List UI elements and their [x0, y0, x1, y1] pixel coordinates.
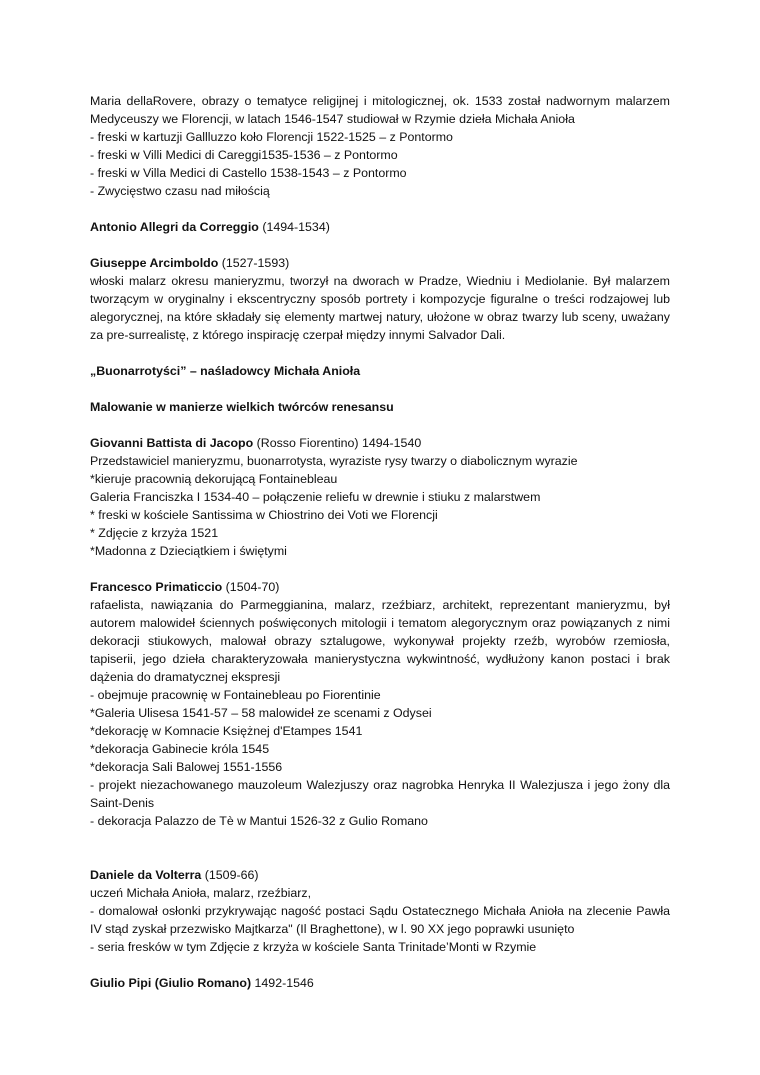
primaticcio-name: Francesco Primaticcio	[90, 580, 223, 594]
primaticcio-project: - projekt niezachowanego mauzoleum Walezjuszy oraz nagrobka Henryka II Walezjusza i jego żony dla Saint-Denis	[90, 778, 670, 810]
primaticcio-line: *dekoracja Sali Balowej 1551-1556	[90, 760, 283, 774]
primaticcio-dates: (1504-70)	[222, 580, 280, 594]
intro-item: - freski w Villa Medici di Castello 1538-1543 – z Pontormo	[90, 166, 407, 180]
volterra-dates: (1509-66)	[201, 868, 259, 882]
malowanie-heading	[90, 398, 670, 416]
rosso-line: Galeria Franciszka I 1534-40 – połączenie reliefu w drewnie i stiuku z malarstwem	[90, 490, 541, 504]
volterra-paragraph: - domalował osłonki przykrywając nagość postaci Sądu Ostatecznego Michała Anioła na zlecenie Pawła IV stąd zyskał przezwisko Majtkarza" (Il Braghettone), w l. 90 XX jego poprawki usunięto	[90, 904, 670, 936]
rosso-dates: (Rosso Fiorentino) 1494-1540	[253, 436, 422, 450]
intro-paragraph: Maria dellaRovere, obrazy o tematyce religijnej i mitologicznej, ok. 1533 został nadwornym malarzem Medyceuszy we Florencji, w latach 1546-1547 studiował w Rzymie dzieła Michała Anioła	[90, 94, 670, 126]
correggio-heading	[90, 218, 670, 236]
rosso-line: * freski w kościele Santissima w Chiostrino dei Voti we Florencji	[90, 508, 438, 522]
arcimboldo-name: Giuseppe Arcimboldo	[90, 256, 219, 270]
rosso-line: *Madonna z Dzieciątkiem i świętymi	[90, 544, 287, 558]
volterra-heading	[90, 866, 670, 884]
rosso-heading	[90, 434, 670, 452]
buonarrotysci-heading	[90, 362, 670, 380]
primaticcio-line: *Galeria Ulisesa 1541-57 – 58 malowideł ze scenami z Odysei	[90, 706, 432, 720]
primaticcio-line: *dekoracja Gabinecie króla 1545	[90, 742, 270, 756]
primaticcio-last: - dekoracja Palazzo de Tè w Mantui 1526-32 z Gulio Romano	[90, 814, 428, 828]
rosso-name: Giovanni Battista di Jacopo	[90, 436, 254, 450]
arcimboldo-heading	[90, 254, 670, 272]
document-page	[90, 92, 670, 992]
romano-name: Giulio Pipi (Giulio Romano)	[90, 976, 252, 990]
correggio-dates: (1494-1534)	[258, 220, 330, 234]
rosso-line: * Zdjęcie z krzyża 1521	[90, 526, 219, 540]
arcimboldo-dates: (1527-1593)	[218, 256, 290, 270]
intro-item: - freski w Villi Medici di Careggi1535-1536 – z Pontormo	[90, 148, 398, 162]
correggio-name: Antonio Allegri da Correggio	[90, 220, 259, 234]
volterra-line: uczeń Michała Anioła, malarz, rzeźbiarz,	[90, 886, 312, 900]
primaticcio-paragraph: rafaelista, nawiązania do Parmeggianina, malarz, rzeźbiarz, architekt, reprezentant manieryzmu, był autorem malowideł ściennych poświęconych mitologii i tematom alegorycznym oraz powiązanych z nimi dekoracji stiukowych, malował obrazy sztalugowe, wykonywał projekty rzeźb, wyrobów rzemiosła, tapiserii, jego dzieła charakteryzowała manierystyczna wykwintność, wydłużony kanon postaci i brak dążenia do dramatycznej ekspresji	[90, 598, 670, 684]
volterra-name: Daniele da Volterra	[90, 868, 202, 882]
primaticcio-heading	[90, 578, 670, 596]
buonarrotysci-heading-text: „Buonarrotyści” – naśladowcy Michała Anioła	[90, 364, 361, 378]
primaticcio-line: *dekorację w Komnacie Księżnej d'Etampes 1541	[90, 724, 363, 738]
volterra-line: - seria fresków w tym Zdjęcie z krzyża w kościele Santa Trinitade’Monti w Rzymie	[90, 940, 537, 954]
rosso-line: Przedstawiciel manieryzmu, buonarrotysta, wyraziste rysy twarzy o diabolicznym wyrazie	[90, 454, 578, 468]
intro-item: - Zwycięstwo czasu nad miłością	[90, 184, 270, 198]
malowanie-heading-text: Malowanie w manierze wielkich twórców renesansu	[90, 400, 394, 414]
primaticcio-line: - obejmuje pracownię w Fontainebleau po Fiorentinie	[90, 688, 381, 702]
romano-heading	[90, 974, 670, 992]
intro-item: - freski w kartuzji Gallluzzo koło Florencji 1522-1525 – z Pontormo	[90, 130, 453, 144]
romano-dates: 1492-1546	[251, 976, 314, 990]
rosso-line: *kieruje pracownią dekorującą Fontainebleau	[90, 472, 338, 486]
arcimboldo-paragraph: włoski malarz okresu manieryzmu, tworzył na dworach w Pradze, Wiedniu i Mediolanie. Był malarzem tworzącym w oryginalny i ekscentryczny sposób portrety i kompozycje figuralne o treści rodzajowej lub alegorycznej, na które składały się elementy martwej natury, ułożone w obraz twarzy lub sceny, uważany za pre-surrealistę, z którego inspirację czerpał między innymi Salvador Dali.	[90, 274, 670, 342]
